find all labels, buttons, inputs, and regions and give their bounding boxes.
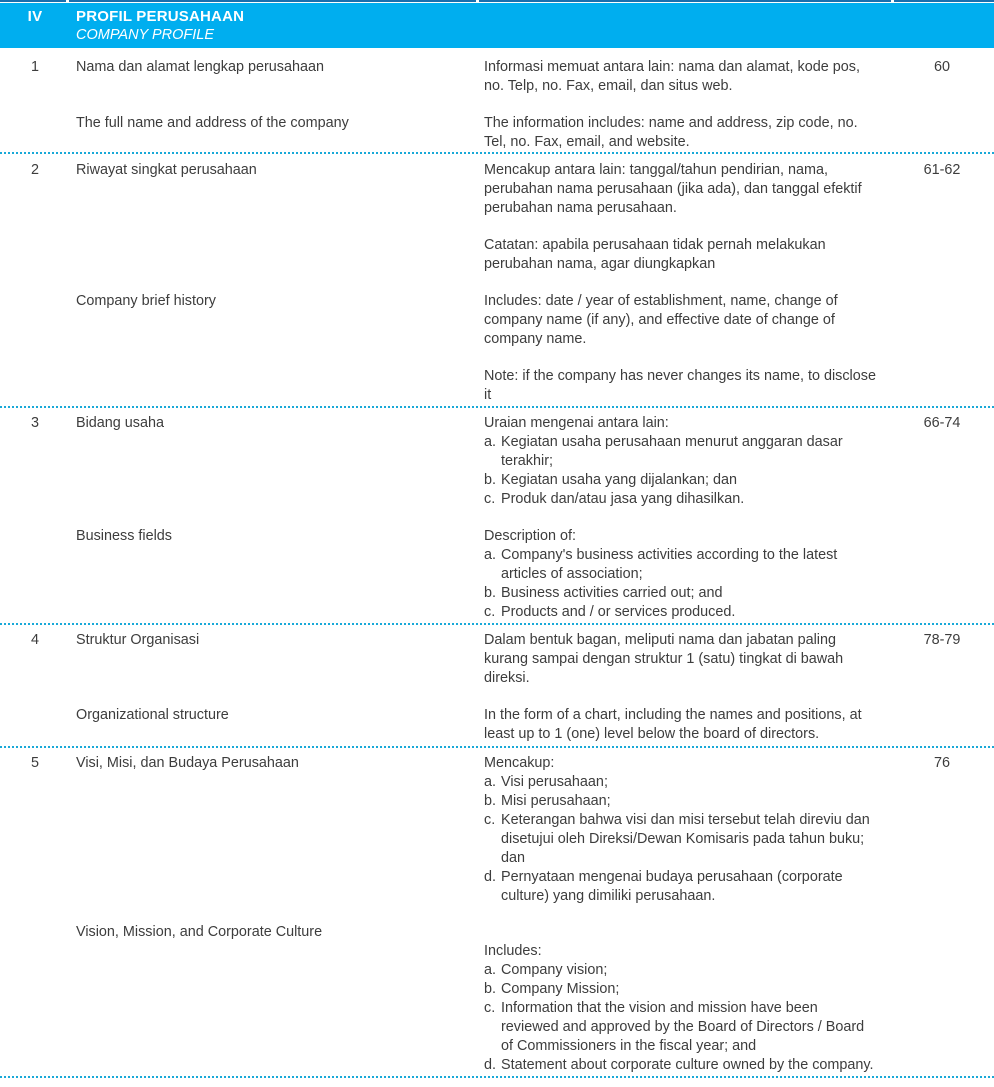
row-number: 5: [30, 755, 39, 771]
list-item-text: Visi perusahaan;: [501, 774, 608, 790]
explanation-en: [484, 527, 876, 622]
list-marker: c.: [484, 604, 496, 620]
list-item-text: Misi perusahaan;: [501, 793, 611, 809]
list-marker: b.: [484, 472, 497, 488]
explanation-paragraph: Dalam bentuk bagan, meliputi nama dan jabatan paling kurang sampai dengan struktur 1 (satu) tingkat di bawah direksi.: [484, 632, 844, 686]
section-title: PROFIL PERUSAHAAN: [76, 8, 245, 25]
explanation-paragraph: In the form of a chart, including the names and positions, at least up to 1 (one) level below the board of directors.: [484, 707, 862, 742]
criteria-id: Riwayat singkat perusahaan: [76, 162, 257, 178]
page-reference: 66-74: [923, 415, 961, 431]
list-item-text: Produk dan/atau jasa yang dihasilkan.: [501, 491, 745, 507]
list-marker: a.: [484, 547, 497, 563]
explanation-intro: Includes:: [484, 943, 542, 959]
explanation-id: [484, 754, 876, 906]
list-item-text: Keterangan bahwa visi dan misi tersebut telah direviu dan disetujui oleh Direksi/Dewan Komisaris pada tahun buku; dan: [501, 812, 870, 866]
list-item: [484, 811, 876, 868]
top-rule-segment: [0, 0, 66, 2]
explanation-paragraph: Informasi memuat antara lain: nama dan alamat, kode pos, no. Telp, no. Fax, email, dan situs web.: [484, 59, 860, 94]
explanation-id: [484, 631, 876, 688]
list-marker: a.: [484, 434, 497, 450]
explanation-en: [484, 292, 876, 405]
list-item: [484, 773, 876, 792]
explanation-note: Note: if the company has never changes its name, to disclose it: [484, 368, 876, 403]
list-item: [484, 490, 876, 509]
criteria-id: Struktur Organisasi: [76, 632, 200, 648]
list-item: [484, 980, 876, 999]
list-item: [484, 471, 876, 490]
list-marker: a.: [484, 774, 497, 790]
explanation-en: [484, 114, 876, 152]
list-marker: d.: [484, 1057, 497, 1073]
page-reference: 60: [933, 59, 950, 75]
list-item: [484, 961, 876, 980]
criteria-id: Visi, Misi, dan Budaya Perusahaan: [76, 755, 299, 771]
explanation-id: [484, 414, 876, 509]
section-header: [0, 3, 994, 48]
page-reference: 61-62: [923, 162, 961, 178]
explanation-paragraph: Mencakup antara lain: tanggal/tahun pendirian, nama, perubahan nama perusahaan (jika ada), dan tanggal efektif perubahan nama perusahaan.: [484, 162, 862, 216]
list-item: [484, 603, 876, 622]
list-marker: c.: [484, 812, 496, 828]
criteria-en: Company brief history: [76, 293, 216, 309]
table-row: [0, 58, 994, 153]
page-reference: 76: [933, 755, 950, 771]
criteria-en: Organizational structure: [76, 707, 229, 723]
page-reference: 78-79: [923, 632, 961, 648]
row-number: 2: [30, 162, 39, 178]
explanation-list: [484, 546, 876, 622]
row-divider: [0, 746, 994, 748]
top-rule-segment: [479, 0, 891, 2]
section-subtitle: COMPANY PROFILE: [76, 27, 215, 43]
list-item: [484, 584, 876, 603]
row-number: 4: [30, 632, 39, 648]
list-item: [484, 546, 876, 584]
table-row: [0, 631, 994, 746]
explanation-intro: Mencakup:: [484, 755, 555, 771]
explanation-note: Catatan: apabila perusahaan tidak pernah melakukan perubahan nama, agar diungkapkan: [484, 237, 826, 272]
row-number: 1: [30, 59, 39, 75]
explanation-list: [484, 773, 876, 906]
explanation-intro: Description of:: [484, 528, 576, 544]
list-item-text: Products and / or services produced.: [501, 604, 736, 620]
list-item: [484, 999, 876, 1056]
top-rule: [0, 0, 994, 2]
list-item-text: Company's business activities according to the latest articles of association;: [501, 547, 838, 582]
criteria-id: Nama dan alamat lengkap perusahaan: [76, 59, 325, 75]
list-marker: b.: [484, 793, 497, 809]
explanation-id: [484, 58, 876, 96]
top-rule-segment: [894, 0, 994, 2]
list-marker: a.: [484, 962, 497, 978]
list-item-text: Company Mission;: [501, 981, 620, 997]
list-item-text: Pernyataan mengenai budaya perusahaan (corporate culture) yang dimiliki perusahaan.: [501, 869, 843, 904]
list-item: [484, 1056, 876, 1075]
explanation-id: [484, 161, 876, 274]
list-marker: d.: [484, 869, 497, 885]
top-rule-segment: [69, 0, 476, 2]
table-row: [0, 161, 994, 406]
explanation-en: [484, 942, 876, 1075]
list-item-text: Company vision;: [501, 962, 608, 978]
table-row: [0, 414, 994, 624]
row-divider: [0, 1076, 994, 1078]
criteria-en: The full name and address of the company: [76, 115, 349, 131]
list-item-text: Information that the vision and mission have been reviewed and approved by the Board of Directors / Board of Commissioners in the fiscal year; and: [501, 1000, 865, 1054]
table-row: [0, 754, 994, 1076]
explanation-en: [484, 706, 876, 744]
list-marker: c.: [484, 1000, 496, 1016]
list-marker: b.: [484, 585, 497, 601]
list-item-text: Statement about corporate culture owned by the company.: [501, 1057, 874, 1073]
explanation-paragraph: The information includes: name and address, zip code, no. Tel, no. Fax, email, and website.: [484, 115, 858, 150]
row-divider: [0, 406, 994, 408]
list-item: [484, 868, 876, 906]
explanation-intro: Uraian mengenai antara lain:: [484, 415, 669, 431]
row-divider: [0, 623, 994, 625]
list-item: [484, 433, 876, 471]
explanation-list: [484, 433, 876, 509]
list-marker: c.: [484, 491, 496, 507]
row-divider: [0, 152, 994, 154]
explanation-list: [484, 961, 876, 1075]
explanation-paragraph: Includes: date / year of establishment, name, change of company name (if any), and effective date of change of company name.: [484, 293, 838, 347]
section-number: IV: [27, 8, 43, 25]
list-item-text: Business activities carried out; and: [501, 585, 723, 601]
list-item: [484, 792, 876, 811]
list-marker: b.: [484, 981, 497, 997]
list-item-text: Kegiatan usaha perusahaan menurut anggaran dasar terakhir;: [501, 434, 843, 469]
row-number: 3: [30, 415, 39, 431]
criteria-en: Business fields: [76, 528, 172, 544]
criteria-id: Bidang usaha: [76, 415, 165, 431]
criteria-en: Vision, Mission, and Corporate Culture: [76, 924, 323, 940]
list-item-text: Kegiatan usaha yang dijalankan; dan: [501, 472, 738, 488]
